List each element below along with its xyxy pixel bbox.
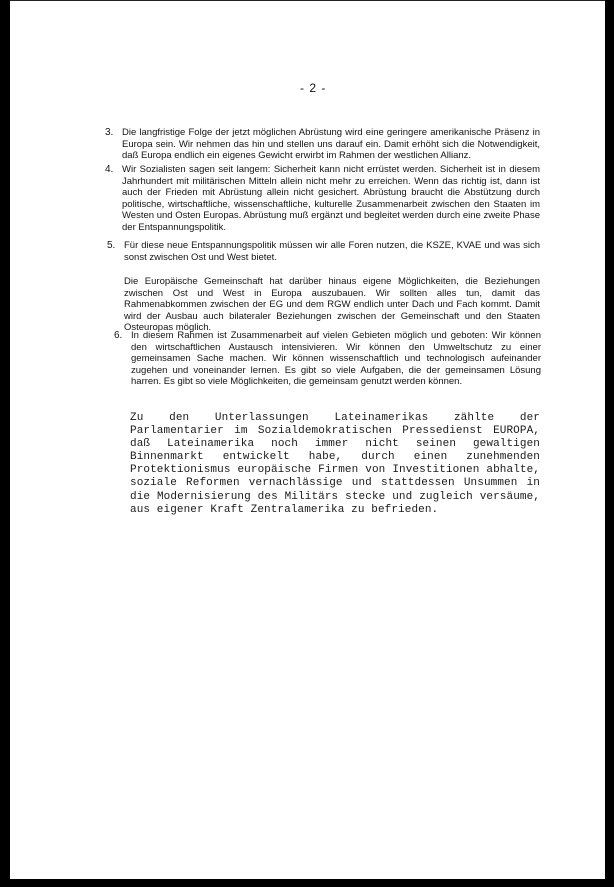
paragraph-text: In diesem Rahmen ist Zusammenarbeit auf vielen Gebieten möglich und geboten: Wir können den wirtschaftlichen Austausch intensivieren. Wir können den Umweltschutz zu einer gemeinsamen Sache machen. Wir können wissenschaftlich und technologisch aufeinander zugehen und voneinander lernen. Es gibt so viele Aufgaben, die der gemeinsamen Lösung harren. Es gibt so viele Möglichkeiten, die gemeinsam genutzt werden können. <box>131 330 541 388</box>
typewritten-news-paragraph: Zu den Unterlassungen Lateinamerikas zählte der Parlamentarier im Sozialdemokratischen Pressedienst EUROPA, daß Lateinamerika noch immer nicht seinen gewaltigen Binnenmarkt entwickelt habe, durch einen zunehmenden Protektionismus europäische Firmen von Investitionen abhalte, soziale Reformen vernachlässige und stattdessen Unsummen in die Modernisierung des Militärs stecke und zugleich versäume, aus eigener Kraft Zentralamerika zu befrieden. <box>130 412 540 516</box>
paragraph-number: 6. <box>114 330 123 341</box>
page-number: - 2 - <box>300 81 327 95</box>
paragraph-number: 5. <box>107 240 116 251</box>
paragraph-text: Die Europäische Gemeinschaft hat darüber hinaus eigene Möglichkeiten, die Beziehungen zwischen Ost und West in Europa auszubauen. Wir sollten alles tun, damit das Rahmenabkommen zwischen der EG und dem RGW endlich unter Dach und Fach kommt. Damit wird der Ausbau auch bilateraler Beziehungen zwischen der Gemeinschaft und den Staaten Osteuropas möglich. <box>124 276 540 334</box>
paragraph-4 <box>105 164 540 234</box>
scan-border-bottom <box>0 879 614 887</box>
paragraph-number: 4. <box>105 164 114 175</box>
paragraph-3 <box>105 127 540 162</box>
paragraph-5-continued <box>124 276 540 334</box>
scan-border-left <box>0 0 10 887</box>
scan-border-top <box>0 0 614 1</box>
scan-border-right <box>605 0 614 887</box>
paragraph-number: 3. <box>105 127 114 138</box>
paragraph-text: Die langfristige Folge der jetzt möglichen Abrüstung wird eine geringere amerikanische Präsenz in Europa sein. Wir nehmen das hin und stellen uns darauf ein. Damit erhöht sich die Notwendigkeit, daß Europa endlich ein eigenes Gewicht erwirbt im Rahmen der westlichen Allianz. <box>122 127 540 162</box>
paragraph-6 <box>114 330 541 388</box>
paragraph-text: Für diese neue Entspannungspolitik müssen wir alle Foren nutzen, die KSZE, KVAE und was sich sonst zwischen Ost und West bietet. <box>124 240 540 263</box>
paragraph-text: Wir Sozialisten sagen seit langem: Sicherheit kann nicht errüstet werden. Sicherheit ist in diesem Jahrhundert mit militärischen Mitteln allein nicht mehr zu erreichen. Wenn das richtig ist, dann ist auch der Frieden mit Abrüstung allein nicht gesichert. Abrüstung braucht die Abstützung durch politische, wirtschaftliche, wissenschaftliche, kulturelle Zusammenarbeit zwischen den Staaten im Westen und Osten Europas. Abrüstung muß ergänzt und begleitet werden durch eine zweite Phase der Entspannungspolitik. <box>122 164 540 233</box>
paragraph-5 <box>107 240 540 263</box>
